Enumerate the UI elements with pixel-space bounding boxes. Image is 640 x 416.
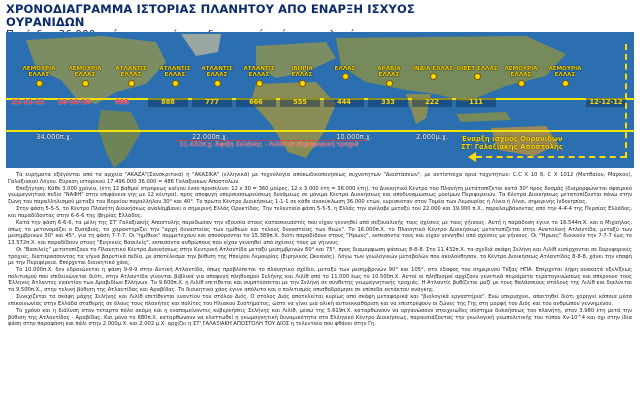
region-marker	[196, 66, 238, 87]
landmass-indonesia	[456, 112, 511, 122]
region-marker	[110, 66, 152, 87]
region-label: ΛΕΜΟΥΡΙΑ ΕΛΛΑΣ	[548, 66, 582, 79]
uranides-caption	[461, 135, 591, 151]
region-marker	[18, 66, 60, 87]
timeline-band-top	[6, 98, 634, 100]
uranides-caption-line1: Έναρξη ισχύος Ουρανιδών	[461, 135, 563, 143]
period-label: 444	[324, 98, 364, 107]
timeline-year: 10.000π.χ.	[336, 133, 373, 141]
page-title: ΧΡΟΝΟΔΙΑΓΡΑΜΜΑ ΙΣΤΟΡΙΑΣ ΠΛΑΝΗΤΟΥ ΑΠΟ ΕΝΑΡΞΗ ΙΣΧΥΟΣ ΟΥΡΑΝΙΔΩΝ	[6, 2, 415, 29]
region-pin-icon	[256, 80, 263, 87]
uranides-arrow-vertical	[625, 44, 627, 158]
region-pin-icon	[562, 80, 569, 87]
period-label: 222	[412, 98, 452, 107]
period-label: 111	[456, 98, 496, 107]
paragraph: Κατά την φάση 6-6-6, τα μέλη της ΣΤ' Γαλαξιακής Αποστολής παρέδωσαν την εξουσία στους κατασκευαστές που είχαν γεννηθεί από σεξουαλικής τους σχέσεις με τους γήινους. Αυτή η παράδοση έγινε το 16.544π.Χ. και ο Μιχαήλος, όπως το μετονομάζει ο Ευσέβιος, το χαρακτηρίζει την "αρχή δυναστείας των ημίθεων και τέλους δυναστείας των θεών". Το 16.000π.Χ. το Πλανητικό Κέντρο Διοικήσεως μετατοπίζεται στην Ανατολική Ατλαντίδα, μεταξύ των μεσημβρινών 30° και 45°, για τη φάση 7-7-7. Οι "ημίθεοι" συμμετέχουν και αποσύρονται το 15.389π.Χ. διότι παραδίδουν στους "Ήρωες", εκπεσόντα τους και είχαν γεννηθεί από σχέσεις με γήινους. Οι "Ήρωες" διοικούν την 7-7-7 έως το 13.572π.Χ. και παραδίδουν στους "Ευγενείς Βασιλείς", εκπεσόντα ανθρώπους που είχαν γεννηθεί από σχέσεις τους με γήινους.	[8, 219, 632, 246]
region-label: ΛΕΜΟΥΡΙΑ ΕΛΛΑΣ	[22, 66, 56, 79]
period-label: 888	[148, 98, 188, 107]
region-marker	[368, 66, 410, 87]
region-label: ΙΒΗΡΙΑ ΕΛΛΑΣ	[291, 66, 313, 79]
paragraph: Συνεχίζεται τα σκάφη μάχης Σελήνης και Λιλίθ επιτίθενται εναντίον του στόλου Διός. Ο στόλος Διός αποτελείται κυρίως από σκάφη μεταφορικά και "βιολογικά εργαστήρια". Ενώ υπερισχύει, απαιτηθεί διότι χορηγεί κάποια μέσα επικοινωνίας στην Ελλάδα σταθερής σε όλους τους πλανήτες και πολίτες του Ηλιακού Συστήματος, ώστε να γίνει μια ολική αυτοεκκαθάριση και να επιστρέψουν οι ζώνες της Γης στη μορφή του Διός και του ανθρώπου γεννημένου.	[8, 294, 632, 307]
world-map	[6, 32, 634, 168]
region-pin-icon	[128, 80, 135, 87]
region-pin-icon	[36, 80, 43, 87]
period-label: 555	[280, 98, 320, 107]
period-label: 666	[236, 98, 276, 107]
period-label: 12-12-12	[586, 98, 626, 107]
paragraph: Το χρόνο και η διάλυση στον τέταρτο πόλο ακόμη και η εναπομείνοντες κυβερνήσεις Σελήνης και Λιλίθ, μέσω της 5.619π.Χ. καταρθώνουν να οργανώσουν στοιχειώδες σύστημα διοικήσεως του πλανήτη, στον 3.980 έτη μετά την βύθιση της Ατλαντίδος - Αραβίδας. Και μόνο το 680π.Χ. καταρθώνουν να ελαττωθεί η γεωμαγνητική δυναμικότητα στο Ελληνικό Κέντρο Διοικήσεως, παρουσιάζοντας την γεωλογική γεωπολιτικής του τύπου Χν-10^4 και όχι στην ίδια φάση στην παραφάση και πάλι στην 2.000μ.Χ. και 2.002 μ.Χ. αρχίζει η ΣΤ' ΓΑΛΑΞΙΑΚΗ ΑΠΟΣΤΟΛΗ ΤΟΥ ΔΙΟΣ η τελευταία που φθάνει στην Γη.	[8, 308, 632, 328]
region-label: ΛΕΜΟΥΡΙΑ ΕΛΛΑΣ	[68, 66, 102, 79]
lilith-arrival-caption: 11.432π.χ. Άφιξη Σελήνης - Λιλίθ σε δορυφορική τροχιά	[179, 140, 359, 148]
paragraph: Επεξήγηση: Κάθε 3.000 χρόνια, (έτη 12 βαθμοί στρέψεως καίγου έναν προσέλινο: 12 x 30 = 360 μοίρες, 12 x 3.000 έτη = 36.000 έτη), το Διοικητικό Κέντρο του Πλανήτη μετατοπίζεται κατά 30° προς δυσμάς (διαμορφώνεται σφαιρικό γεωμαγνητικό πεδίο "ΝΑΦΗ" στην επιφάνεια γης με 12 κέντρα), προς αποφυγή υπερσυσσωρεύσεως δυνάμεως σε μόνιμα Κέντρα Διοικήσεως και αποδυναμώσεως μονίμων Περιφερειών. Τα Κέντρα Διοικήσεως μετατοπίζονται πάνω στην ζώνη του παραλληλισμού μεταξύ του Βορείου παραλλήλου 30° και 40°. Το πρώτο Κέντρο Διοικήσεως 1-1-1 σε κάθε ανακύκλωση 36.000 ετών, ευρισκόταν στον Τομέα των Λεμουρίας ή Λίνια ή Λίνοι, σημερινής Ινδονησίας.	[8, 185, 632, 205]
region-pin-icon	[82, 80, 89, 87]
region-label: ΘΙΒΕΤ ΕΛΛΑΣ	[456, 66, 498, 72]
region-label: ΑΡΑΒΙΑ ΕΛΛΑΣ	[377, 66, 401, 79]
description-text	[8, 172, 632, 412]
uranides-arrow-line	[476, 156, 626, 158]
period-label: 333	[368, 98, 408, 107]
region-pin-icon	[386, 80, 393, 87]
region-marker	[324, 66, 366, 80]
landmass-greenland	[181, 34, 221, 56]
timeline-year: 2.000μ.χ.	[416, 133, 449, 141]
region-pin-icon	[518, 80, 525, 87]
period-label: 10-10-10	[57, 98, 91, 106]
region-pin-icon	[474, 73, 481, 80]
period-label: 999	[115, 98, 129, 106]
period-label: 777	[192, 98, 232, 107]
region-marker	[154, 66, 196, 87]
region-marker	[412, 66, 454, 80]
region-marker	[544, 66, 586, 87]
region-pin-icon	[214, 80, 221, 87]
timeline-year: 22.000π.χ.	[192, 133, 229, 141]
paragraph: Οι "Βασιλείς" μετατοπίζουν το Πλανητικό Κέντρο Διοικήσεως στην Κεντρική Ατλαντίδα μεταξύ μεσημβρινών 60° και 75°, προς διαμορφωση φάσεως 8-8-8. Στο 11.432π.Χ. τα σχεδιά σκάφη Σελήνη και Λιλίθ εισέρχονται σε δορυφορικές τροχιές, διαταρασσοντας τα γήινα βαρυτικά πεδία, με αποτέλεσμα την βύθιση της Ηπείρου Λεμουρίας (Ειρηνικός Ωκεανός). Λόγω των γεωλογικών μεταβολών που ακολούθησαν, το Κέντρο Διοικήσεως Ατλαντίδος 8-8-8, χάνει την επαφή με την Περιφέρεια. Επέρχεται διοικητικό χάος.	[8, 246, 632, 267]
region-label: ΛΕΜΟΥΡΙΑ ΕΛΛΑΣ	[504, 66, 538, 79]
region-pin-icon	[172, 80, 179, 87]
region-marker	[456, 66, 498, 80]
region-pin-icon	[299, 80, 306, 87]
region-label: ΑΤΛΑΝΤΙΣ ΕΛΛΑΣ	[201, 66, 233, 79]
region-label: ΑΤΛΑΝΤΙΣ ΕΛΛΑΣ	[159, 66, 191, 79]
region-label: ΑΤΛΑΝΤΙΣ ΕΛΛΑΣ	[243, 66, 275, 79]
region-pin-icon	[430, 73, 437, 80]
region-marker	[64, 66, 106, 87]
paragraph: Στην φάση 5-5-5, το Κέντρο Πλανήτη Διοικήσεως αναλάμβανει ο σημερινή Ελλάς Ορυκτίδας. Την τελευταία φάση 5-5-5, η Ελλάς την ανέλαβε μεταξύ του 22.000 και 19.000 π.Χ., παραλαμβάνοντας από την 4-4-4 της Περσίας Ελλάδος, και παραδίδοντας στην 6-6-6 της Ιβηρίας Ελλάδος.	[8, 206, 632, 219]
period-label: 11-11-11	[11, 98, 45, 106]
timeline-year: 34.000π.χ.	[36, 133, 73, 141]
region-pin-icon	[342, 73, 349, 80]
region-marker	[281, 66, 323, 87]
timeline-band-bottom	[6, 130, 634, 132]
paragraph: Το 10.000π.Χ. δεν εδραιώνεται η φάση 9-9-9 στην Δυτική Ατλαντίδα, όπως προβλέπεται το πλανητικό σχέδιο, μεταξύ των μεσημβρινών 90° και 105°, στο έδαφος του σημερινού Τέξας ΗΠΑ. Επέρχεται λήψη ανακατά εξελίξεως πολιτισμού που επιδεινώνεται διότι, στην Ατλαντίδα γίνονται βιβλικά για αποφυγή πληθυσμού Σελήνης και Λιλίθ από το 11.000 έως το 10.500π.Χ. Αυτοί οι πλήθυσμοί αρχίζουν γενετικά πειράματα τερατογενώσεως και σπέρνουν τους Έλληνες Άτλαντες εναντίον των Δραβιδίων Ελλήνων. Το 9.600π.Χ. η Λιλίθ επιτίθεται και συμπτύσσεται με την Σελήνη σε σύνθετης γεωμαγνητικής τροχιάς. Η Ατλαντίς βυθίζεται μαζί με τους θαλάσσιους στόλους της Λιλίθ και διαλύεται το 9.500π.Χ., στην τελική βύθιση της Ατλαντίδας και Αραβίδας. Το διοικητικό χάος έγινε απόλυτο και ο πολιτισμός οπισθοδρόμησε σε επίπεδα εκτάκτου ανάγκης.	[8, 267, 632, 294]
region-marker	[238, 66, 280, 87]
region-label: ΕΛΛΑΣ	[334, 66, 356, 72]
region-label: ΙΝΔΙΑ ΕΛΛΑΣ	[412, 66, 454, 72]
region-marker	[500, 66, 542, 87]
landmass-americas-south	[98, 110, 141, 168]
arrow-left-icon	[468, 152, 476, 162]
region-label: ΑΤΛΑΝΤΙΣ ΕΛΛΑΣ	[115, 66, 147, 79]
paragraph: Τα ευρήματα εξάγονται από τα αρχεία "ΑΚΑΖΑ"(Σανσκριτικά) ή "ΑΚΑΣΙΚΑ" (ελληνικά) με τεχνολογία αποκωδικοποιήσεως συχνοτήτων "Διαστάσεων", με αντίστοιχα όρια ταχυτήτων: C,C Χ 10 6, C Χ 1012 (Ματθαίου, Μάρκου), Γαλαξιακού Λόγου. Εύρεση ιστορικού 17.496.000 36.000 = 486 Γαλαξιακών Αποστολών.	[8, 172, 632, 185]
uranides-caption-line2: ΣΤ' Γαλαξιακής Αποστολής	[461, 143, 563, 151]
